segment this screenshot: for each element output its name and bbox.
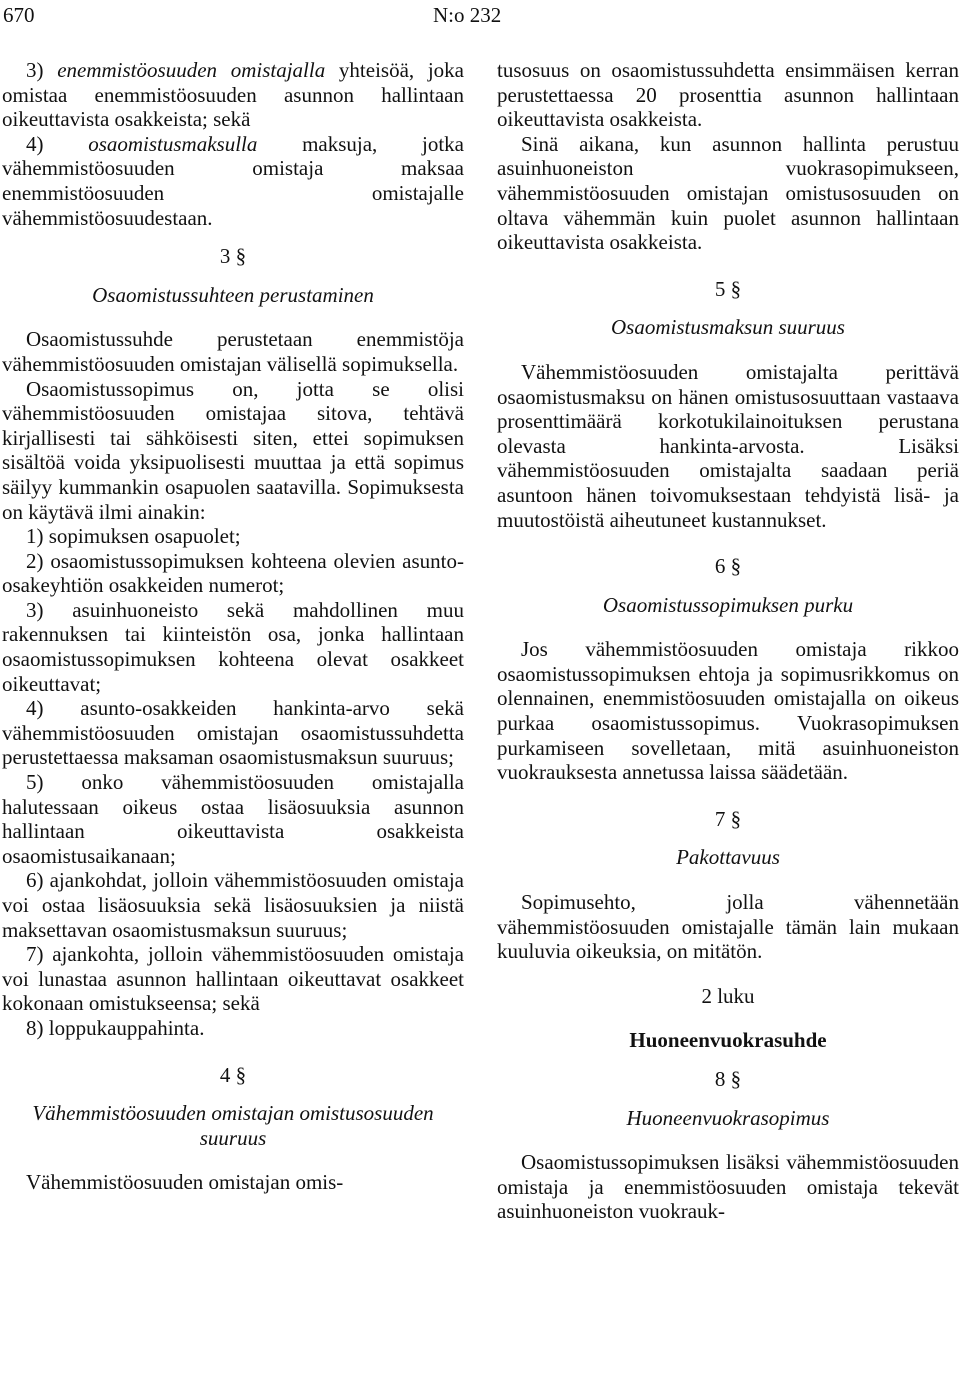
section-8-paragraph-1: Osaomistussopimuksen lisäksi vähemmistöosuuden omistaja ja enemmistöosuuden omistaja tekevät asuinhuoneiston vuokrauk- — [497, 1150, 959, 1224]
definition-3: 3) enemmistöosuuden omistajalla yhteisöä, joka omistaa enemmistöosuuden asunnon hallintaan oikeuttavista osakkeista; sekä — [2, 58, 465, 132]
section-4-number: 4 § — [219, 1062, 247, 1087]
section-7-heading: Pakottavuus — [676, 845, 780, 870]
chapter-number: 2 luku — [701, 983, 755, 1008]
section-6-heading: Osaomistussopimuksen purku — [602, 592, 854, 617]
chapter-title: Huoneenvuokrasuhde — [629, 1028, 827, 1053]
section-4-paragraph-1: Vähemmistöosuuden omistajan omis- — [26, 1170, 344, 1195]
section-7-number: 7 § — [714, 806, 742, 831]
list-item: 2) osaomistussopimuksen kohteena olevien asunto-osakeyhtiön osakkeiden numerot; — [2, 548, 464, 598]
section-3-paragraph-2: Osaomistussopimus on, jotta se olisi vähemmistöosuuden omistajaa sitova, tehtävä kirjallisesti tai sähköisesti siten, ettei sopimuksen sisältöä voida yksipuolisesti muuttaa ja että sopimus säilyy kummankin osapuolen saatavilla. Sopimuksesta on käytävä ilmi ainakin: — [2, 376, 464, 524]
definition-3-term: enemmistöosuuden omistajalla — [57, 58, 326, 82]
section-8-heading: Huoneenvuokrasopimus — [626, 1105, 830, 1130]
section-3-heading: Osaomistussuhteen perustaminen — [92, 282, 374, 307]
section-3-paragraph-1: Osaomistussuhde perustetaan enemmistöja vähemmistöosuuden omistajan välisellä sopimuksella. — [2, 327, 464, 376]
section-7-paragraph-1: Sopimusehto, jolla vähennetään vähemmistöosuuden omistajalle tämän lain mukaan kuuluvia oikeuksia, on mitätön. — [497, 890, 959, 964]
section-6-paragraph-1: Jos vähemmistöosuuden omistaja rikkoo osaomistussopimuksen ehtoja ja sopimusrikkomus on olennainen, enemmistöosuuden omistajalla on oikeus purkaa osaomistussopimus. Vuokrasopimuksen purkamiseen sovelletaan, mitä asuinhuoneiston vuokrauksesta annetussa laissa säädetään. — [497, 637, 959, 785]
section-3-number: 3 § — [219, 244, 247, 269]
list-item: 1) sopimuksen osapuolet; — [26, 524, 241, 549]
section-5-number: 5 § — [714, 276, 742, 301]
section-5-paragraph-1: Vähemmistöosuuden omistajalta perittävä osaomistusmaksu on hänen omistusosuuttaan vastaava prosenttimäärä korkotukilainoituksen perustana olevasta hankinta-arvosta. Lisäksi vähemmistöosuuden omistajalta saadaan periä asuntoon hänen toivomuksestaan tehdyistä lisä- ja muutostöistä aiheutuneet kustannukset. — [497, 359, 959, 532]
continued-paragraph: tusosuus on osaomistussuhdetta ensimmäisen kerran perustettaessa 20 prosenttia asunnon hallintaan oikeuttavista osakkeista. — [497, 58, 959, 132]
list-item: 8) loppukauppahinta. — [26, 1015, 205, 1040]
list-item: 6) ajankohdat, jolloin vähemmistöosuuden omistaja voi ostaa lisäosuuksia sekä lisäosuuksien ja niistä maksettavan osaomistusmaksun suuruus; — [2, 868, 464, 942]
right-column — [497, 58, 959, 1224]
section-8-number: 8 § — [714, 1067, 742, 1091]
definition-4: 4) osaomistusmaksulla maksuja, jotka vähemmistöosuuden omistaja maksaa enemmistöosuuden omistajalle vähemmistöosuudestaan. — [2, 131, 464, 230]
list-item: 4) asunto-osakkeiden hankinta-arvo sekä vähemmistöosuuden omistajan osaomistussuhdetta perustettaessa maksaman osaomistusmaksun suuruus; — [2, 696, 464, 770]
page-number: 670 — [3, 3, 35, 27]
section-5-heading: Osaomistusmaksun suuruus — [611, 315, 845, 340]
list-item: 7) ajankohta, jolloin vähemmistöosuuden omistaja voi lunastaa asunnon hallintaan oikeuttavat osakkeet kokonaan omistukseensa; sekä — [2, 942, 464, 1016]
page-header — [0, 2, 960, 28]
section-4-paragraph-2: Sinä aikana, kun asunnon hallinta perustuu asuinhuoneiston vuokrasopimukseen, vähemmistöosuuden omistajan omistusosuuden on oltava vähemmän kuin puolet asunnon hallintaan oikeuttavista osakkeista. — [497, 131, 959, 255]
left-column — [2, 58, 464, 1195]
list-item: 3) asuinhuoneisto sekä mahdollinen muu rakennuksen tai kiinteistön osa, jonka hallintaan osaomistussopimuksen kohteena olevat osakkeet oikeuttavat; — [2, 597, 464, 696]
section-4-heading: Vähemmistöosuuden omistajan omistusosuuden suuruus — [32, 1101, 434, 1150]
definition-4-text: maksuja, jotka vähemmistöosuuden omistaja maksaa enemmistöosuuden omistajalle vähemmistöosuudestaan. — [2, 131, 464, 230]
section-6-number: 6 § — [714, 554, 742, 579]
list-item: 5) onko vähemmistöosuuden omistajalla halutessaan oikeus ostaa lisäosuuksia asunnon hallintaan oikeuttavista osakkeista osaomistusaikanaan; — [2, 770, 464, 868]
definition-3-text: yhteisöä, joka omistaa enemmistöosuuden asunnon hallintaan oikeuttavista osakkeista; sekä — [2, 58, 465, 132]
document-number: N:o 232 — [433, 3, 502, 27]
definition-4-term: osaomistusmaksulla — [88, 131, 258, 156]
